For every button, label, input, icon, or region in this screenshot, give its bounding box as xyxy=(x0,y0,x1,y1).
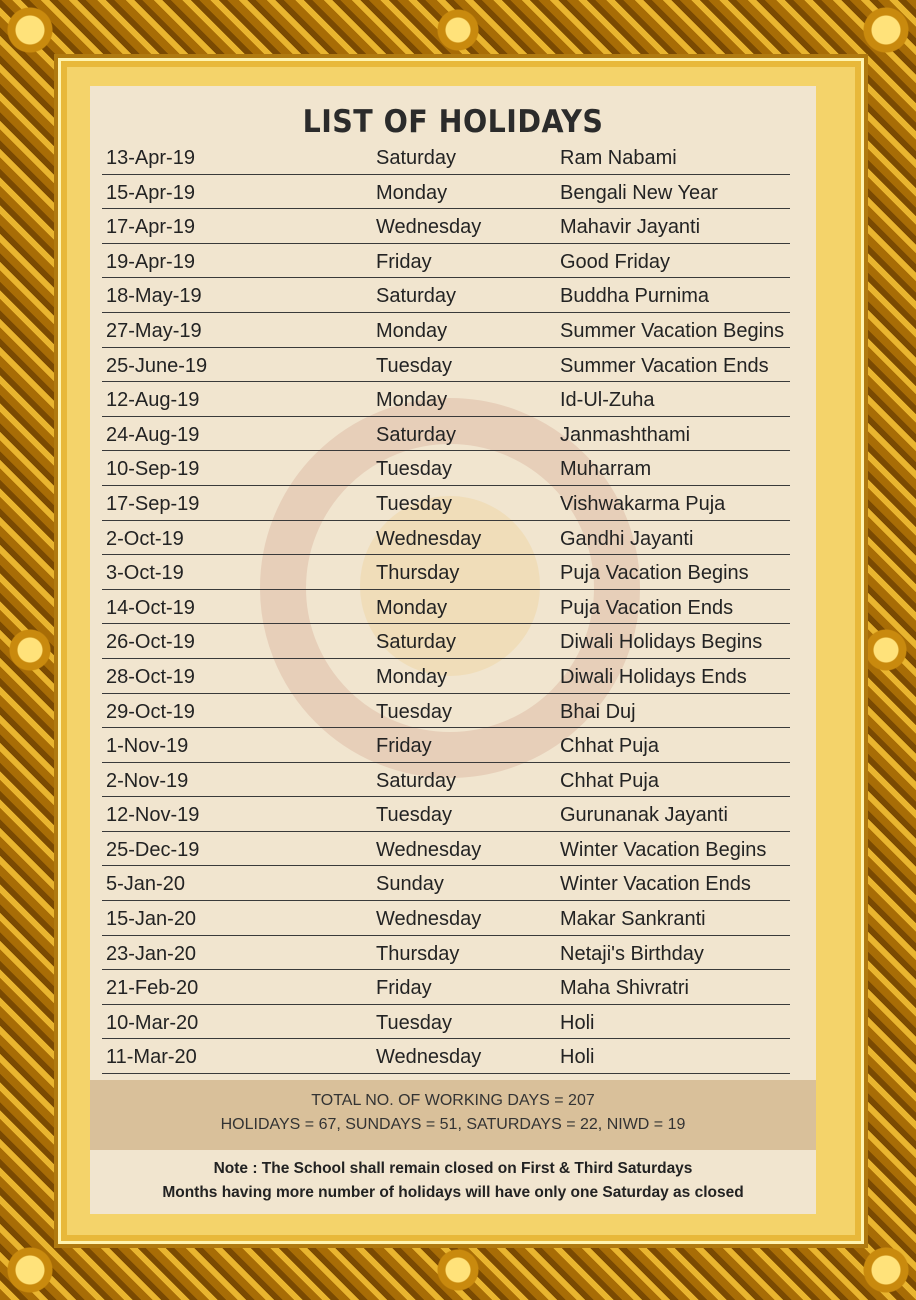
holiday-name: Winter Vacation Begins xyxy=(560,838,767,861)
holiday-date: 15-Apr-19 xyxy=(106,181,195,204)
holiday-name: Makar Sankranti xyxy=(560,908,706,931)
table-row xyxy=(102,555,790,590)
table-row xyxy=(102,382,790,417)
holiday-name: Id-Ul-Zuha xyxy=(560,389,655,412)
holiday-weekday: Monday xyxy=(376,596,448,619)
holiday-date: 25-June-19 xyxy=(106,354,208,377)
holiday-date: 26-Oct-19 xyxy=(106,631,195,654)
holiday-name: Netaji's Birthday xyxy=(560,942,704,965)
table-row xyxy=(102,590,790,625)
holiday-name: Maha Shivratri xyxy=(560,977,689,1000)
holiday-weekday: Monday xyxy=(376,665,448,688)
holiday-weekday: Monday xyxy=(376,319,448,342)
holiday-date: 19-Apr-19 xyxy=(106,250,195,273)
holiday-date: 2-Oct-19 xyxy=(106,527,184,550)
holiday-date: 28-Oct-19 xyxy=(106,665,195,688)
holiday-weekday: Wednesday xyxy=(376,908,482,931)
holiday-weekday: Saturday xyxy=(376,631,457,654)
holiday-date: 12-Aug-19 xyxy=(106,389,200,412)
table-row xyxy=(102,140,790,175)
table-row xyxy=(102,486,790,521)
totals-box xyxy=(90,1080,816,1150)
holiday-date: 25-Dec-19 xyxy=(106,838,200,861)
table-row xyxy=(102,348,790,383)
holiday-weekday: Tuesday xyxy=(376,458,452,481)
holiday-date: 2-Nov-19 xyxy=(106,769,189,792)
holiday-weekday: Tuesday xyxy=(376,492,452,515)
holiday-name: Holi xyxy=(560,1046,595,1069)
holiday-date: 11-Mar-20 xyxy=(106,1046,197,1069)
table-row xyxy=(102,278,790,313)
holiday-weekday: Thursday xyxy=(376,562,460,585)
holiday-weekday: Friday xyxy=(376,735,432,758)
table-row xyxy=(102,694,790,729)
table-row xyxy=(102,970,790,1005)
holiday-weekday: Tuesday xyxy=(376,804,452,827)
holiday-name: Buddha Purnima xyxy=(560,285,709,308)
holiday-name: Gandhi Jayanti xyxy=(560,527,694,550)
note-line-1: Note : The School shall remain closed on First & Third Saturdays xyxy=(213,1160,693,1177)
holiday-name: Diwali Holidays Ends xyxy=(560,665,747,688)
holiday-name: Good Friday xyxy=(560,250,671,273)
holiday-weekday: Wednesday xyxy=(376,216,482,239)
holiday-counts: HOLIDAYS = 67, SUNDAYS = 51, SATURDAYS = 22, NIWD = 19 xyxy=(220,1116,686,1133)
holiday-name: Summer Vacation Begins xyxy=(560,319,785,342)
holiday-date: 15-Jan-20 xyxy=(106,908,197,931)
holiday-name: Muharram xyxy=(560,458,652,481)
table-row xyxy=(102,832,790,867)
holiday-name: Bhai Duj xyxy=(560,700,636,723)
holiday-name: Winter Vacation Ends xyxy=(560,873,751,896)
holiday-weekday: Monday xyxy=(376,181,448,204)
holiday-date: 10-Mar-20 xyxy=(106,1011,199,1034)
holiday-name: Janmashthami xyxy=(560,423,691,446)
holiday-date: 14-Oct-19 xyxy=(106,596,195,619)
table-row xyxy=(102,417,790,452)
holiday-date: 24-Aug-19 xyxy=(106,423,200,446)
holiday-weekday: Saturday xyxy=(376,147,457,169)
holiday-weekday: Wednesday xyxy=(376,527,482,550)
holiday-name: Mahavir Jayanti xyxy=(560,216,701,239)
holiday-name: Puja Vacation Ends xyxy=(560,596,734,619)
holiday-name: Summer Vacation Ends xyxy=(560,354,769,377)
holiday-name: Ram Nabami xyxy=(560,147,677,169)
table-row xyxy=(102,209,790,244)
holiday-date: 3-Oct-19 xyxy=(106,562,184,585)
holiday-date: 12-Nov-19 xyxy=(106,804,200,827)
holiday-weekday: Sunday xyxy=(376,873,444,896)
holiday-name: Chhat Puja xyxy=(560,769,659,792)
holiday-date: 23-Jan-20 xyxy=(106,942,197,965)
holiday-date: 1-Nov-19 xyxy=(106,735,189,758)
holiday-name: Chhat Puja xyxy=(560,735,659,758)
holiday-date: 27-May-19 xyxy=(106,319,202,342)
holiday-name: Gurunanak Jayanti xyxy=(560,804,728,827)
holiday-name: Puja Vacation Begins xyxy=(560,562,749,585)
holiday-weekday: Friday xyxy=(376,977,432,1000)
table-row xyxy=(102,521,790,556)
table-row xyxy=(102,624,790,659)
holiday-weekday: Saturday xyxy=(376,423,457,446)
table-row xyxy=(102,866,790,901)
holiday-name: Diwali Holidays Begins xyxy=(560,631,763,654)
holiday-date: 10-Sep-19 xyxy=(106,458,200,481)
holiday-weekday: Tuesday xyxy=(376,354,452,377)
holiday-sheet xyxy=(90,86,816,1214)
holiday-name: Bengali New Year xyxy=(560,181,718,204)
table-row xyxy=(102,901,790,936)
holiday-weekday: Wednesday xyxy=(376,1046,482,1069)
table-row xyxy=(102,1039,790,1074)
holiday-date: 29-Oct-19 xyxy=(106,700,195,723)
holiday-date: 5-Jan-20 xyxy=(106,873,185,896)
table-row xyxy=(102,936,790,971)
holiday-weekday: Saturday xyxy=(376,769,457,792)
holiday-weekday: Saturday xyxy=(376,285,457,308)
table-row xyxy=(102,728,790,763)
working-days-total: TOTAL NO. OF WORKING DAYS = 207 xyxy=(311,1092,595,1109)
table-row xyxy=(102,451,790,486)
holiday-weekday: Thursday xyxy=(376,942,460,965)
page-title: LIST OF HOLIDAYS xyxy=(302,104,604,140)
table-row xyxy=(102,244,790,279)
holiday-table xyxy=(102,140,790,1074)
holiday-weekday: Tuesday xyxy=(376,700,452,723)
table-row xyxy=(102,1005,790,1040)
table-row xyxy=(102,313,790,348)
table-row xyxy=(102,659,790,694)
holiday-weekday: Tuesday xyxy=(376,1011,452,1034)
note-line-2: Months having more number of holidays will have only one Saturday as closed xyxy=(162,1184,744,1201)
table-row xyxy=(102,797,790,832)
holiday-name: Holi xyxy=(560,1011,595,1034)
table-row xyxy=(102,763,790,798)
holiday-weekday: Friday xyxy=(376,250,432,273)
holiday-date: 17-Sep-19 xyxy=(106,492,200,515)
table-row xyxy=(102,175,790,210)
holiday-weekday: Monday xyxy=(376,389,448,412)
holiday-name: Vishwakarma Puja xyxy=(560,492,726,515)
holiday-date: 21-Feb-20 xyxy=(106,977,199,1000)
holiday-weekday: Wednesday xyxy=(376,838,482,861)
holiday-date: 17-Apr-19 xyxy=(106,216,195,239)
holiday-date: 13-Apr-19 xyxy=(106,147,195,169)
holiday-date: 18-May-19 xyxy=(106,285,202,308)
